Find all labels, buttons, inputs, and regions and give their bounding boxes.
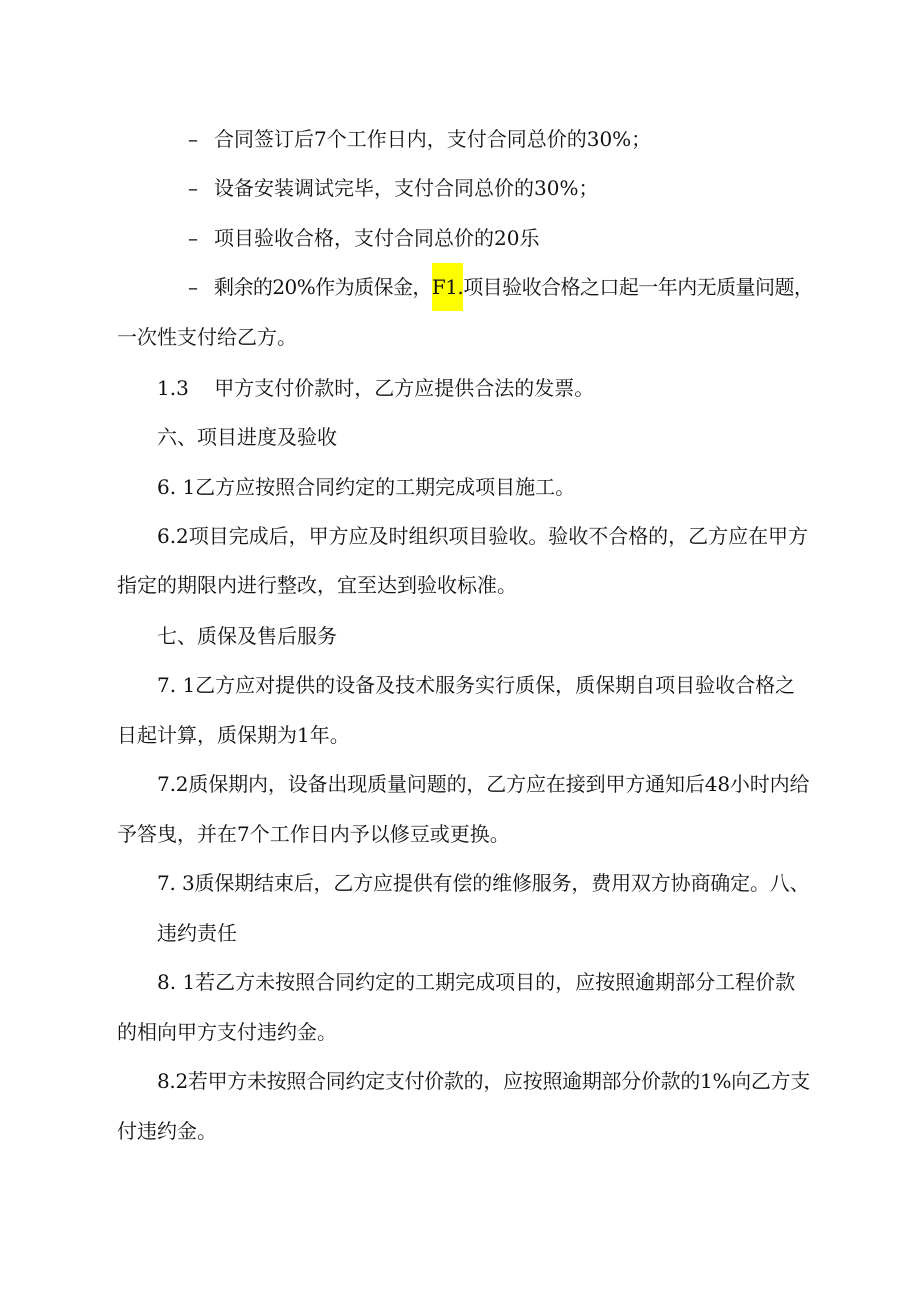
heading-text: 七、质保及售后服务 (157, 624, 337, 648)
line-text: 日起计算，质保期为1年。 (117, 723, 350, 747)
line-text: 一次性支付给乙方。 (117, 325, 297, 349)
line-text: 项目验收合格，支付合同总价的20乐 (214, 226, 540, 250)
clause-1-3 (157, 374, 594, 402)
payment-term-3 (188, 224, 539, 252)
section-heading-7 (157, 622, 337, 650)
section-heading-6 (157, 423, 337, 451)
clause-7-2 (157, 770, 809, 798)
line-text: 7. 1乙方应对提供的设备及技术服务实行质保，质保期自项目验收合格之 (157, 673, 796, 697)
payment-term-2 (188, 174, 598, 202)
bullet-dash: – (188, 127, 198, 151)
line-text: 8. 1若乙方未按照合同约定的工期完成项目的，应按照逾期部分工程价款 (157, 970, 796, 994)
line-text: 设备安装调试完毕，支付合同总价的30%； (214, 176, 599, 200)
line-text: 项目验收合格之口起一年内无质量问题， (463, 275, 814, 299)
highlighted-text: F1. (432, 263, 463, 311)
line-text: 1.3 甲方支付价款时，乙方应提供合法的发票。 (157, 376, 595, 400)
paragraph-continuation (117, 1117, 217, 1145)
line-text: 7. 3质保期结束后，乙方应提供有偿的维修服务，费用双方协商确定。八、 (157, 871, 810, 895)
clause-6-1 (157, 473, 575, 501)
line-text: 的相向甲方支付违约金。 (117, 1020, 337, 1044)
heading-text: 违约责任 (157, 921, 237, 945)
paragraph-continuation (117, 1018, 337, 1046)
clause-8-1 (157, 968, 795, 996)
heading-text: 六、项目进度及验收 (157, 425, 337, 449)
line-text: 剩余的20%作为质保金， (214, 275, 432, 299)
clause-8-2 (157, 1067, 810, 1095)
line-text: 指定的期限内进行整改，宜至达到验收标准。 (117, 573, 517, 597)
paragraph-continuation (117, 571, 517, 599)
line-text: 付违约金。 (117, 1119, 217, 1143)
bullet-dash: – (188, 176, 198, 200)
payment-term-1 (188, 125, 651, 153)
clause-7-3 (157, 869, 809, 897)
clause-7-1 (157, 671, 795, 699)
bullet-dash: – (188, 226, 198, 250)
line-text: 6.2项目完成后，甲方应及时组织项目验收。验收不合格的，乙方应在甲方 (157, 524, 808, 548)
section-heading-8 (157, 919, 237, 947)
line-text: 6. 1乙方应按照合同约定的工期完成项目施工。 (157, 475, 576, 499)
line-text: 7.2质保期内，设备出现质量问题的，乙方应在接到甲方通知后48小时内给 (157, 772, 810, 796)
line-text: 予答曳，并在7个工作日内予以修豆或更换。 (117, 822, 510, 846)
line-text: 8.2若甲方未按照合同约定支付价款的，应按照逾期部分价款的1%向乙方支 (157, 1069, 810, 1093)
paragraph-continuation (117, 323, 297, 351)
paragraph-continuation (117, 820, 510, 848)
paragraph-continuation (117, 721, 350, 749)
payment-term-4 (188, 273, 813, 301)
bullet-dash: – (188, 275, 198, 299)
clause-6-2 (157, 522, 808, 550)
line-text: 合同签订后7个工作日内，支付合同总价的30%； (214, 127, 652, 151)
